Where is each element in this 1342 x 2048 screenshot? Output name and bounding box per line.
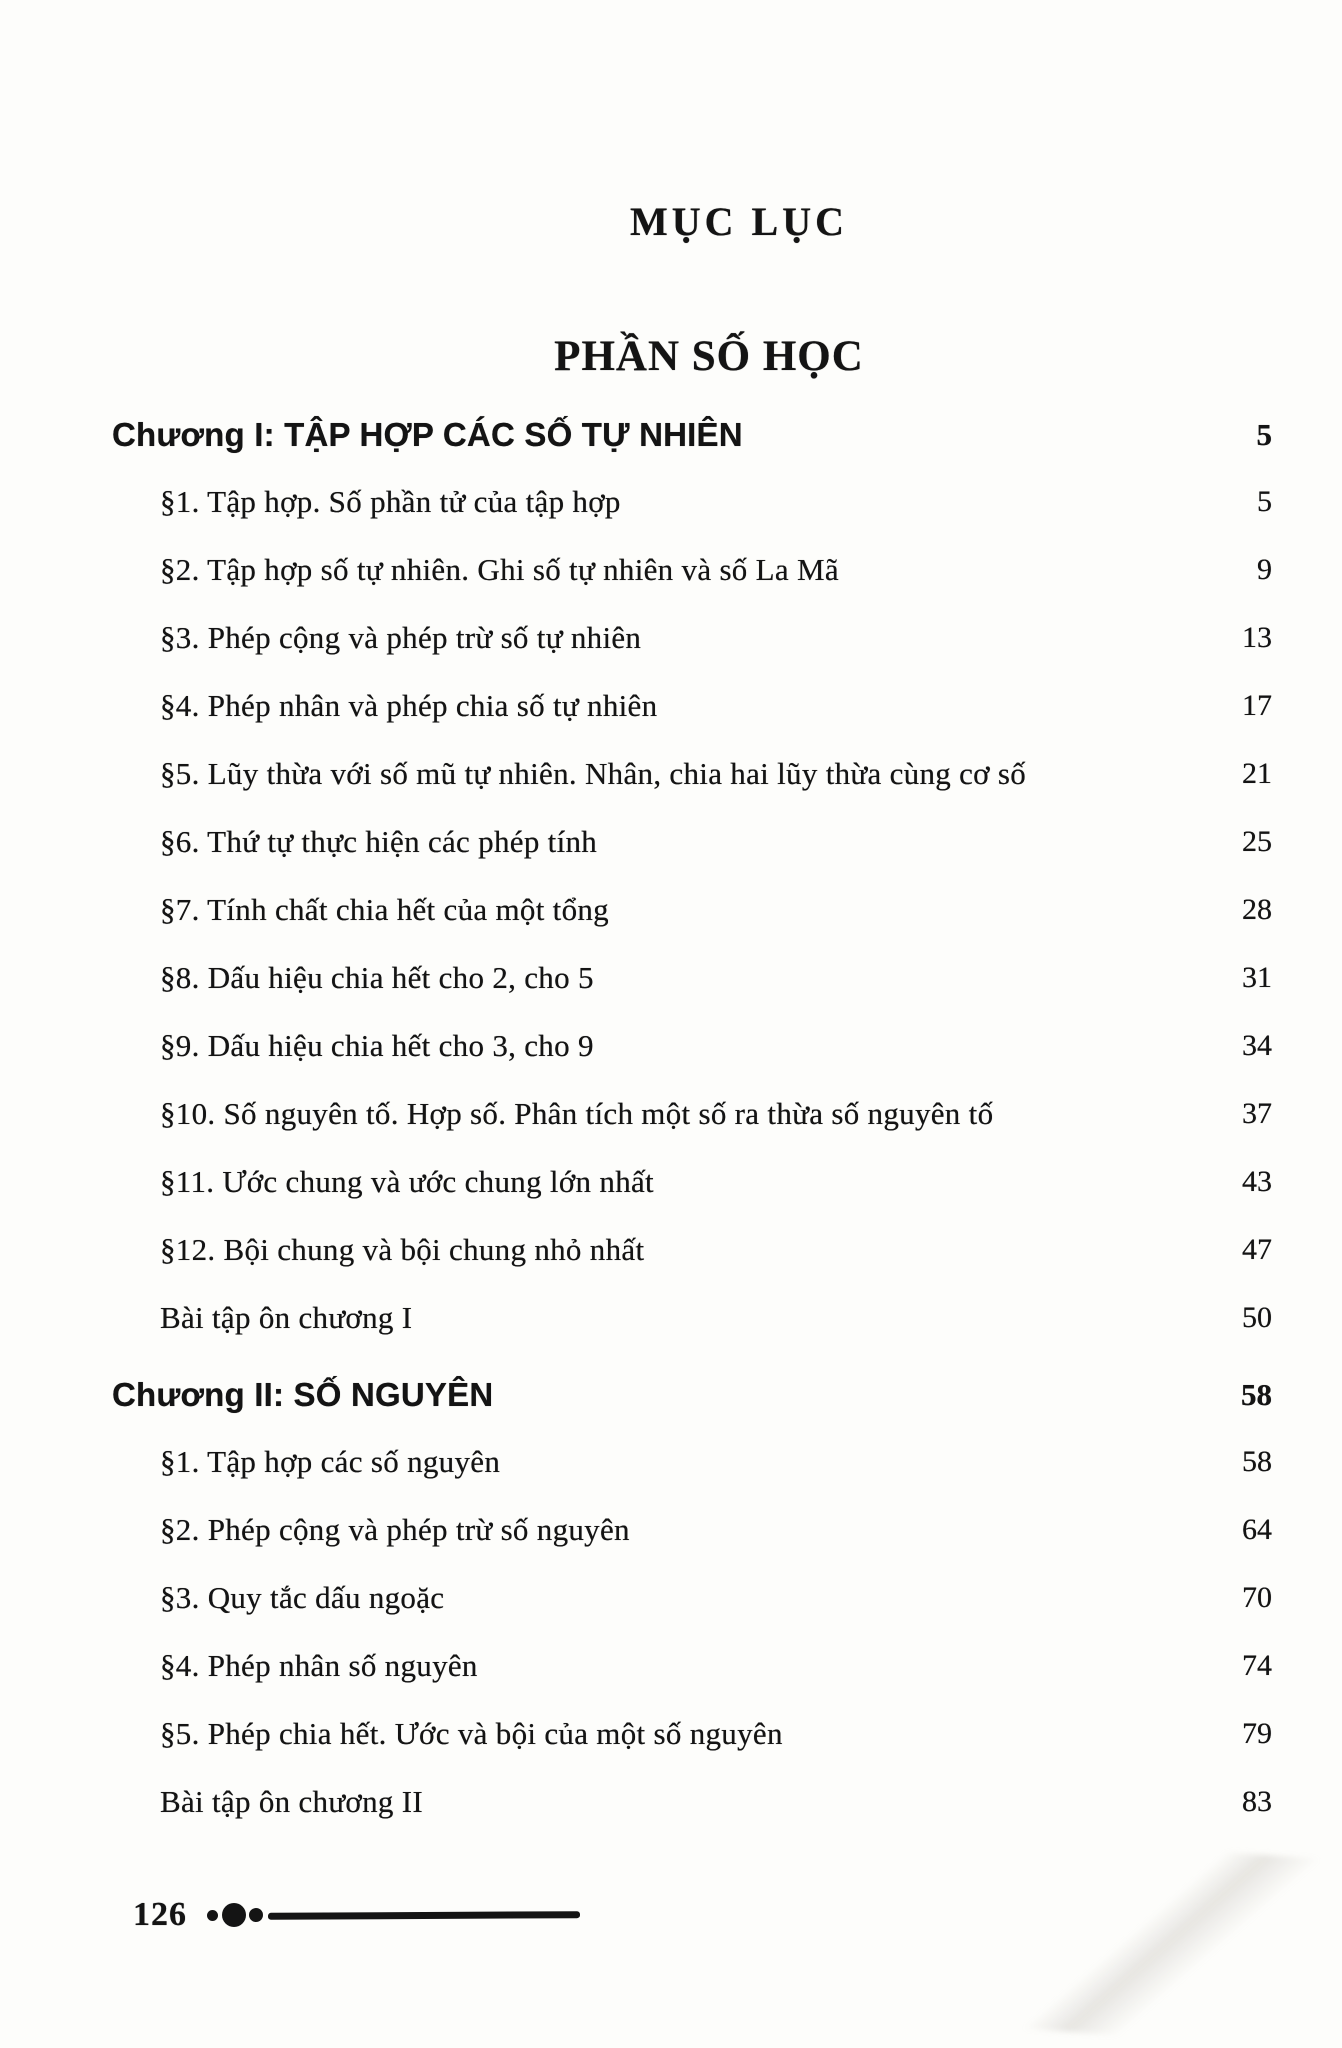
ornament-rule	[268, 1911, 580, 1920]
page-footer	[133, 1893, 580, 1937]
toc-item-page-number: 43	[1242, 1165, 1272, 1198]
section-title: PHẦN SỐ HỌC	[554, 333, 864, 380]
ornament-dot-large-icon	[222, 1903, 246, 1927]
toc-item-label: §1. Tập hợp. Số phần tử của tập hợp	[160, 484, 621, 519]
chapter-page-number: 5	[1256, 417, 1272, 452]
toc-item-label: §12. Bội chung và bội chung nhỏ nhất	[160, 1232, 645, 1267]
toc-item-page-number: 70	[1242, 1581, 1272, 1614]
toc-item-row	[0, 1284, 1342, 1352]
toc-item-row	[0, 672, 1342, 740]
toc-item-page-number: 34	[1242, 1029, 1272, 1062]
toc-item-page-number: 25	[1242, 825, 1272, 858]
toc-item-label: §2. Phép cộng và phép trừ số nguyên	[160, 1512, 630, 1547]
table-of-contents	[0, 402, 1342, 1836]
toc-item-label: §2. Tập hợp số tự nhiên. Ghi số tự nhiên và số La Mã	[160, 552, 839, 587]
toc-item-row	[0, 1632, 1342, 1700]
toc-item-page-number: 5	[1257, 485, 1272, 518]
toc-item-page-number: 28	[1242, 893, 1272, 926]
toc-item-page-number: 37	[1242, 1097, 1272, 1130]
toc-item-row	[0, 1428, 1342, 1496]
footer-page-number: 126	[133, 1896, 187, 1933]
toc-item-label: §10. Số nguyên tố. Hợp số. Phân tích một số ra thừa số nguyên tố	[160, 1096, 994, 1131]
toc-item-row	[0, 1496, 1342, 1564]
toc-item-row	[0, 1080, 1342, 1148]
toc-item-label: §7. Tính chất chia hết của một tổng	[160, 892, 609, 927]
toc-item-label: §5. Phép chia hết. Ước và bội của một số nguyên	[160, 1716, 783, 1751]
toc-item-label: §4. Phép nhân số nguyên	[160, 1648, 478, 1683]
toc-item-row	[0, 740, 1342, 808]
page-title: MỤC LỤC	[630, 199, 848, 244]
toc-item-label: §9. Dấu hiệu chia hết cho 3, cho 9	[160, 1028, 594, 1063]
toc-item-label: §8. Dấu hiệu chia hết cho 2, cho 5	[160, 960, 594, 995]
toc-item-row	[0, 1148, 1342, 1216]
chapter-title: Chương II: SỐ NGUYÊN	[112, 1376, 494, 1413]
toc-item-row	[0, 1700, 1342, 1768]
toc-item-row	[0, 468, 1342, 536]
chapter-page-number: 58	[1241, 1377, 1272, 1412]
toc-item-row	[0, 808, 1342, 876]
toc-item-row	[0, 1216, 1342, 1284]
toc-item-row	[0, 1564, 1342, 1632]
toc-item-row	[0, 1768, 1342, 1836]
toc-item-label: §3. Phép cộng và phép trừ số tự nhiên	[160, 620, 642, 655]
toc-item-row	[0, 944, 1342, 1012]
toc-item-label: Bài tập ôn chương I	[160, 1300, 413, 1335]
chapter-row	[0, 1362, 1342, 1428]
toc-item-page-number: 79	[1242, 1717, 1272, 1750]
toc-item-page-number: 64	[1242, 1513, 1272, 1546]
toc-item-row	[0, 536, 1342, 604]
scan-smudge	[1006, 1838, 1319, 2048]
footer-ornament	[207, 1903, 580, 1927]
toc-item-label: Bài tập ôn chương II	[160, 1784, 424, 1819]
ornament-dot-small-icon	[207, 1910, 218, 1921]
toc-item-page-number: 58	[1242, 1445, 1272, 1478]
toc-item-label: §5. Lũy thừa với số mũ tự nhiên. Nhân, chia hai lũy thừa cùng cơ số	[160, 756, 1027, 791]
toc-item-label: §6. Thứ tự thực hiện các phép tính	[160, 824, 598, 859]
toc-item-label: §11. Ước chung và ước chung lớn nhất	[160, 1164, 654, 1199]
toc-item-label: §4. Phép nhân và phép chia số tự nhiên	[160, 688, 658, 723]
chapter-row	[0, 402, 1342, 468]
chapter-title: Chương I: TẬP HỢP CÁC SỐ TỰ NHIÊN	[112, 416, 743, 453]
toc-item-row	[0, 1012, 1342, 1080]
toc-item-page-number: 74	[1242, 1649, 1272, 1682]
toc-item-page-number: 13	[1242, 621, 1272, 654]
toc-item-page-number: 31	[1242, 961, 1272, 994]
toc-item-page-number: 21	[1242, 757, 1272, 790]
toc-item-page-number: 17	[1242, 689, 1272, 722]
toc-item-page-number: 47	[1242, 1233, 1272, 1266]
toc-item-row	[0, 876, 1342, 944]
toc-item-label: §1. Tập hợp các số nguyên	[160, 1444, 501, 1479]
ornament-dot-medium-icon	[249, 1908, 263, 1922]
toc-item-label: §3. Quy tắc dấu ngoặc	[160, 1580, 445, 1615]
toc-item-page-number: 9	[1257, 553, 1272, 586]
toc-item-page-number: 50	[1242, 1301, 1272, 1334]
toc-item-row	[0, 604, 1342, 672]
toc-item-page-number: 83	[1242, 1785, 1272, 1818]
